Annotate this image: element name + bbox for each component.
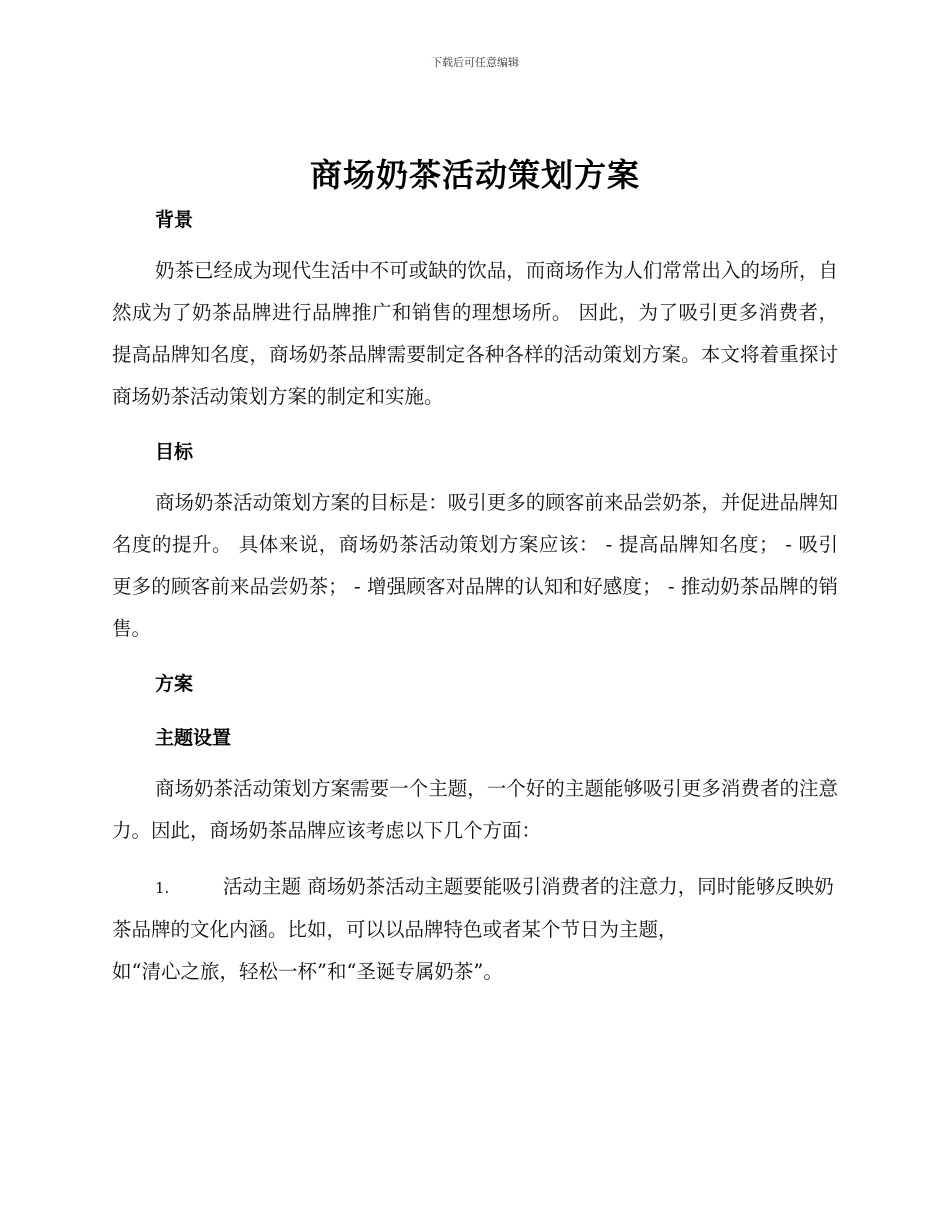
document-body [112, 200, 838, 993]
list-item-text: 活动主题 商场奶茶活动主题要能吸引消费者的注意力，同时能够反映奶茶品牌的文化内涵。比如，可以以品牌特色或者某个节日为主题， [112, 875, 834, 941]
section-heading-background: 背景 [155, 209, 194, 231]
list-item-number: 1. [155, 879, 170, 897]
header-note: 下载后可任意编辑 [431, 56, 519, 69]
list-item [112, 866, 838, 993]
document-title: 商场奶茶活动策划方案 [309, 156, 640, 194]
paragraph-goal: 商场奶茶活动策划方案的目标是：吸引更多的顾客前来品尝奶茶，并促进品牌知名度的提升。 具体来说，商场奶茶活动策划方案应该： - 提高品牌知名度； - 吸引更多的顾客前来品尝奶茶； - 增强顾客对品牌的认知和好感度； - 推动奶茶品牌的销售。 [112, 491, 838, 640]
section-heading-theme: 主题设置 [155, 727, 232, 749]
section-heading-goal: 目标 [155, 441, 194, 463]
list-item-text-continued: 如“清心之旅，轻松一杯”和“圣诞专属奶茶”。 [112, 960, 503, 983]
paragraph-background: 奶茶已经成为现代生活中不可或缺的饮品，而商场作为人们常常出入的场所，自然成为了奶茶品牌进行品牌推广和销售的理想场所。 因此，为了吸引更多消费者，提高品牌知名度，商场奶茶品牌需要制定各种各样的活动策划方案。本文将着重探讨商场奶茶活动策划方案的制定和实施。 [112, 259, 838, 408]
paragraph-theme: 商场奶茶活动策划方案需要一个主题，一个好的主题能够吸引更多消费者的注意力。因此，商场奶茶品牌应该考虑以下几个方面： [112, 777, 838, 842]
section-heading-plan: 方案 [155, 673, 194, 695]
